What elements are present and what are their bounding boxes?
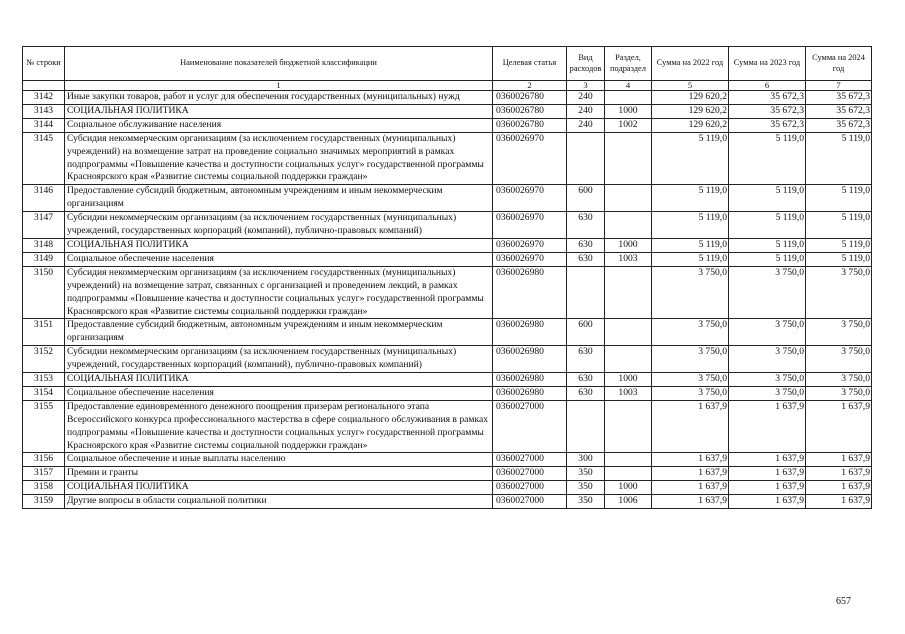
row-number: 3153	[23, 373, 65, 387]
sum-2023: 35 672,3	[729, 118, 806, 132]
target-article: 0360027000	[493, 467, 567, 481]
table-row	[23, 104, 872, 118]
expense-type: 630	[567, 238, 605, 252]
sum-2023: 5 119,0	[729, 132, 806, 185]
sum-2024: 5 119,0	[806, 212, 872, 239]
indicator-name: СОЦИАЛЬНАЯ ПОЛИТИКА	[65, 238, 493, 252]
table-body	[23, 91, 872, 509]
sum-2023: 3 750,0	[729, 386, 806, 400]
section-code	[605, 185, 652, 212]
sum-2022: 1 637,9	[652, 400, 729, 453]
table-row	[23, 467, 872, 481]
table-row	[23, 373, 872, 387]
table-row	[23, 346, 872, 373]
expense-type: 240	[567, 118, 605, 132]
sum-2024: 3 750,0	[806, 346, 872, 373]
sum-2022: 5 119,0	[652, 212, 729, 239]
indicator-name: СОЦИАЛЬНАЯ ПОЛИТИКА	[65, 104, 493, 118]
target-article: 0360027000	[493, 481, 567, 495]
expense-type: 630	[567, 212, 605, 239]
table-row	[23, 118, 872, 132]
sum-2024: 5 119,0	[806, 185, 872, 212]
header-sum-2023: Сумма на 2023 год	[729, 47, 806, 81]
sum-2022: 3 750,0	[652, 266, 729, 319]
sum-2024: 1 637,9	[806, 453, 872, 467]
sum-2024: 5 119,0	[806, 132, 872, 185]
section-code: 1003	[605, 252, 652, 266]
section-code: 1002	[605, 118, 652, 132]
header-indicator-name: Наименование показателей бюджетной классификации	[65, 47, 493, 81]
sum-2022: 5 119,0	[652, 252, 729, 266]
sum-2022: 3 750,0	[652, 346, 729, 373]
page-number: 657	[836, 596, 851, 607]
row-number: 3143	[23, 104, 65, 118]
sum-2024: 5 119,0	[806, 238, 872, 252]
sum-2023: 5 119,0	[729, 252, 806, 266]
table-row	[23, 481, 872, 495]
sum-2023: 5 119,0	[729, 185, 806, 212]
sum-2022: 5 119,0	[652, 238, 729, 252]
section-code	[605, 266, 652, 319]
section-code: 1000	[605, 481, 652, 495]
column-number: 1	[65, 81, 493, 91]
sum-2022: 1 637,9	[652, 467, 729, 481]
sum-2022: 129 620,2	[652, 104, 729, 118]
header-section: Раздел, подраздел	[605, 47, 652, 81]
header-row-number: № строки	[23, 47, 65, 81]
row-number: 3156	[23, 453, 65, 467]
sum-2023: 1 637,9	[729, 467, 806, 481]
table-row	[23, 386, 872, 400]
sum-2022: 1 637,9	[652, 495, 729, 509]
sum-2024: 35 672,3	[806, 104, 872, 118]
sum-2024: 3 750,0	[806, 266, 872, 319]
target-article: 0360026970	[493, 212, 567, 239]
sum-2023: 3 750,0	[729, 319, 806, 346]
expense-type: 630	[567, 386, 605, 400]
sum-2023: 35 672,3	[729, 104, 806, 118]
section-code: 1000	[605, 238, 652, 252]
header-target-article: Целевая статья	[493, 47, 567, 81]
indicator-name: Социальное обеспечение населения	[65, 386, 493, 400]
table-row	[23, 238, 872, 252]
header-row	[23, 47, 872, 81]
row-number: 3146	[23, 185, 65, 212]
expense-type: 300	[567, 453, 605, 467]
sum-2024: 3 750,0	[806, 319, 872, 346]
section-code	[605, 132, 652, 185]
row-number: 3147	[23, 212, 65, 239]
expense-type: 600	[567, 319, 605, 346]
sum-2022: 5 119,0	[652, 132, 729, 185]
sum-2022: 5 119,0	[652, 185, 729, 212]
target-article: 0360026780	[493, 118, 567, 132]
sum-2024: 1 637,9	[806, 495, 872, 509]
sum-2024: 1 637,9	[806, 481, 872, 495]
indicator-name: Иные закупки товаров, работ и услуг для обеспечения государственных (муниципальных) нужд	[65, 91, 493, 105]
row-number: 3148	[23, 238, 65, 252]
row-number: 3151	[23, 319, 65, 346]
row-number: 3142	[23, 91, 65, 105]
sum-2022: 3 750,0	[652, 319, 729, 346]
target-article: 0360027000	[493, 400, 567, 453]
indicator-name: Предоставление единовременного денежного поощрения призерам регионального этапа Всероссийского конкурса профессионального мастерства в сфере социального обслуживания в рамках подпрограммы «Повышение качества и доступности социальных услуг» государственной программы Красноярского края «Развитие системы социальной поддержки граждан»	[65, 400, 493, 453]
row-number: 3145	[23, 132, 65, 185]
row-number: 3144	[23, 118, 65, 132]
table-row	[23, 266, 872, 319]
column-number: 6	[729, 81, 806, 91]
table-row	[23, 400, 872, 453]
section-code	[605, 319, 652, 346]
sum-2024: 35 672,3	[806, 118, 872, 132]
indicator-name: Другие вопросы в области социальной политики	[65, 495, 493, 509]
indicator-name: Субсидия некоммерческим организациям (за исключением государственных (муниципальных) учреждений) на возмещение затрат на проведение социально значимых мероприятий в рамках подпрограммы «Повышение качества и доступности социальных услуг» государственной программы Красноярского края «Развитие системы социальной поддержки граждан»	[65, 132, 493, 185]
sum-2023: 5 119,0	[729, 212, 806, 239]
target-article: 0360026980	[493, 386, 567, 400]
sum-2023: 3 750,0	[729, 346, 806, 373]
table-row	[23, 453, 872, 467]
sum-2022: 3 750,0	[652, 373, 729, 387]
table-row	[23, 319, 872, 346]
column-number: 4	[605, 81, 652, 91]
column-number	[23, 81, 65, 91]
target-article: 0360026780	[493, 91, 567, 105]
sum-2022: 1 637,9	[652, 453, 729, 467]
sum-2022: 1 637,9	[652, 481, 729, 495]
target-article: 0360026970	[493, 238, 567, 252]
column-number: 2	[493, 81, 567, 91]
row-number: 3159	[23, 495, 65, 509]
indicator-name: Предоставление субсидий бюджетным, автономным учреждениям и иным некоммерческим организациям	[65, 319, 493, 346]
sum-2023: 1 637,9	[729, 453, 806, 467]
expense-type: 630	[567, 346, 605, 373]
target-article: 0360026780	[493, 104, 567, 118]
indicator-name: СОЦИАЛЬНАЯ ПОЛИТИКА	[65, 373, 493, 387]
target-article: 0360026980	[493, 373, 567, 387]
table-row	[23, 212, 872, 239]
table-row	[23, 252, 872, 266]
column-number: 3	[567, 81, 605, 91]
sum-2024: 3 750,0	[806, 373, 872, 387]
sum-2023: 1 637,9	[729, 481, 806, 495]
section-code	[605, 467, 652, 481]
target-article: 0360026970	[493, 252, 567, 266]
expense-type: 240	[567, 91, 605, 105]
expense-type: 350	[567, 495, 605, 509]
sum-2024: 5 119,0	[806, 252, 872, 266]
section-code: 1000	[605, 373, 652, 387]
target-article: 0360026980	[493, 266, 567, 319]
sum-2023: 5 119,0	[729, 238, 806, 252]
section-code	[605, 453, 652, 467]
expense-type	[567, 400, 605, 453]
column-number: 7	[806, 81, 872, 91]
expense-type: 350	[567, 467, 605, 481]
target-article: 0360027000	[493, 453, 567, 467]
sum-2023: 3 750,0	[729, 266, 806, 319]
expense-type: 630	[567, 252, 605, 266]
indicator-name: Социальное обеспечение и иные выплаты населению	[65, 453, 493, 467]
target-article: 0360026980	[493, 319, 567, 346]
expense-type: 600	[567, 185, 605, 212]
sum-2024: 35 672,3	[806, 91, 872, 105]
sum-2022: 129 620,2	[652, 91, 729, 105]
indicator-name: Социальное обслуживание населения	[65, 118, 493, 132]
sum-2024: 3 750,0	[806, 386, 872, 400]
table-row	[23, 132, 872, 185]
column-number: 5	[652, 81, 729, 91]
row-number: 3149	[23, 252, 65, 266]
row-number: 3155	[23, 400, 65, 453]
budget-table	[22, 46, 872, 509]
row-number: 3158	[23, 481, 65, 495]
target-article: 0360026970	[493, 132, 567, 185]
indicator-name: Социальное обеспечение населения	[65, 252, 493, 266]
row-number: 3154	[23, 386, 65, 400]
section-code: 1003	[605, 386, 652, 400]
indicator-name: Субсидия некоммерческим организациям (за исключением государственных (муниципальных) учреждений) на возмещение затрат, связанных с организацией и проведением лекций, в рамках подпрограммы «Повышение качества и доступности социальных услуг» государственной программы Красноярского края «Развитие системы социальной поддержки граждан»	[65, 266, 493, 319]
sum-2024: 1 637,9	[806, 467, 872, 481]
row-number: 3150	[23, 266, 65, 319]
expense-type: 240	[567, 104, 605, 118]
target-article: 0360026980	[493, 346, 567, 373]
section-code	[605, 212, 652, 239]
indicator-name: Субсидии некоммерческим организациям (за исключением государственных (муниципальных) учреждений, государственных корпораций (компаний), публично-правовых компаний)	[65, 346, 493, 373]
indicator-name: СОЦИАЛЬНАЯ ПОЛИТИКА	[65, 481, 493, 495]
table-row	[23, 91, 872, 105]
row-number: 3157	[23, 467, 65, 481]
expense-type: 630	[567, 373, 605, 387]
indicator-name: Премии и гранты	[65, 467, 493, 481]
header-sum-2022: Сумма на 2022 год	[652, 47, 729, 81]
sum-2024: 1 637,9	[806, 400, 872, 453]
expense-type: 350	[567, 481, 605, 495]
expense-type	[567, 132, 605, 185]
section-code	[605, 400, 652, 453]
column-number-row	[23, 81, 872, 91]
header-expense-type: Вид расходов	[567, 47, 605, 81]
section-code	[605, 346, 652, 373]
table-row	[23, 185, 872, 212]
indicator-name: Предоставление субсидий бюджетным, автономным учреждениям и иным некоммерческим организациям	[65, 185, 493, 212]
expense-type	[567, 266, 605, 319]
sum-2023: 1 637,9	[729, 400, 806, 453]
sum-2022: 129 620,2	[652, 118, 729, 132]
indicator-name: Субсидии некоммерческим организациям (за исключением государственных (муниципальных) учреждений, государственных корпораций (компаний), публично-правовых компаний)	[65, 212, 493, 239]
target-article: 0360027000	[493, 495, 567, 509]
section-code	[605, 91, 652, 105]
row-number: 3152	[23, 346, 65, 373]
sum-2022: 3 750,0	[652, 386, 729, 400]
section-code: 1006	[605, 495, 652, 509]
sum-2023: 3 750,0	[729, 373, 806, 387]
target-article: 0360026970	[493, 185, 567, 212]
header-sum-2024: Сумма на 2024 год	[806, 47, 872, 81]
sum-2023: 1 637,9	[729, 495, 806, 509]
sum-2023: 35 672,3	[729, 91, 806, 105]
table-row	[23, 495, 872, 509]
section-code: 1000	[605, 104, 652, 118]
